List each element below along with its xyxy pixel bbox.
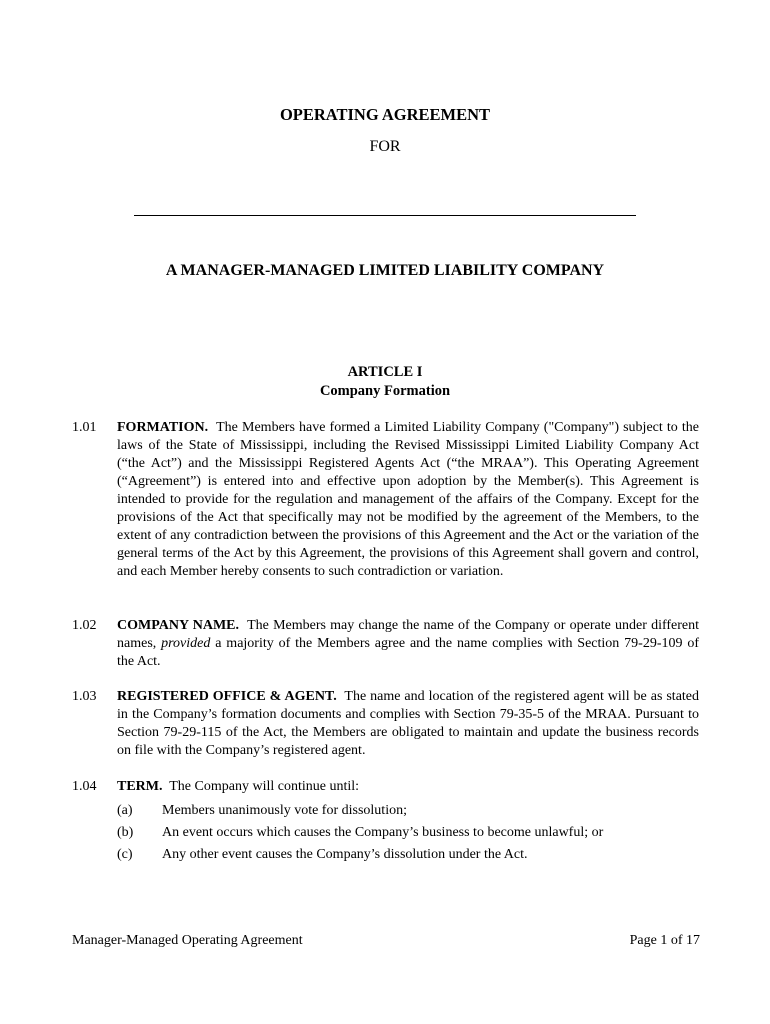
section-body [117,419,699,581]
section-number: 1.03 [72,689,97,704]
section-text: a majority of the Members agree and the name complies with Section 79-29-109 of the Act. [117,636,699,669]
article-number: ARTICLE I [347,364,423,380]
list-item-text: An event occurs which causes the Company’s business to become unlawful; or [162,825,604,840]
list-item [117,844,700,866]
section-body [117,617,699,671]
section-number: 1.01 [72,420,97,435]
footer-document-name: Manager-Managed Operating Agreement [72,933,303,948]
section-heading: COMPANY NAME. [117,618,239,633]
list-item-label: (a) [117,803,133,818]
list-item-text: Any other event causes the Company’s dissolution under the Act. [162,847,528,862]
document-title: OPERATING AGREEMENT [279,105,491,124]
company-name-blank-line [134,208,636,216]
document-for: FOR [369,138,401,155]
list-item-label: (b) [117,825,134,840]
list-item [117,800,700,822]
footer-page-number: Page 1 of 17 [629,933,700,948]
document-subtitle: A MANAGER-MANAGED LIMITED LIABILITY COMPANY [165,262,605,279]
section-body [117,688,699,760]
section-text: The Members may change the name of the Company or operate under different names, [117,618,700,651]
term-list [117,800,700,866]
section-heading: REGISTERED OFFICE & AGENT. [117,689,337,704]
section-heading: FORMATION. [117,420,209,435]
section-number: 1.02 [72,618,97,633]
section-number: 1.04 [72,779,97,794]
section-text: The Company will continue until: [169,779,360,794]
article-name: Company Formation [319,383,451,399]
section-body [117,778,699,796]
list-item-label: (c) [117,847,133,862]
section-text-italic: provided [161,636,211,651]
list-item [117,822,700,844]
section-text: The Members have formed a Limited Liability Company ("Company") subject to the laws of the State of Mississippi, including the Revised Mississippi Limited Liability Company Act (“the Act”) and the Mississippi Registered Agents Act (“the MRAA”). This Operating Agreement (“Agreement”) is entered into and effective upon adoption by the Member(s). This Agreement is intended to provide for the regulation and management of the affairs of the Company. Except for the provisions of the Act that specifically may not be modified by the agreement of the Members, to the extent of any contradiction between the provisions of this Agreement and the Act or the variation of the general terms of the Act by this Agreement, the provisions of this Agreement shall govern and control, and each Member hereby consents to such contradiction or variation. [117,420,699,579]
section-heading: TERM. [117,779,163,794]
list-item-text: Members unanimously vote for dissolution; [162,803,407,818]
section-text: The name and location of the registered agent will be as stated in the Company’s formation documents and complies with Section 79-35-5 of the MRAA. Pursuant to Section 79-29-115 of the Act, the Members are obligated to maintain and update the business records on file with the Company’s registered agent. [117,689,700,758]
